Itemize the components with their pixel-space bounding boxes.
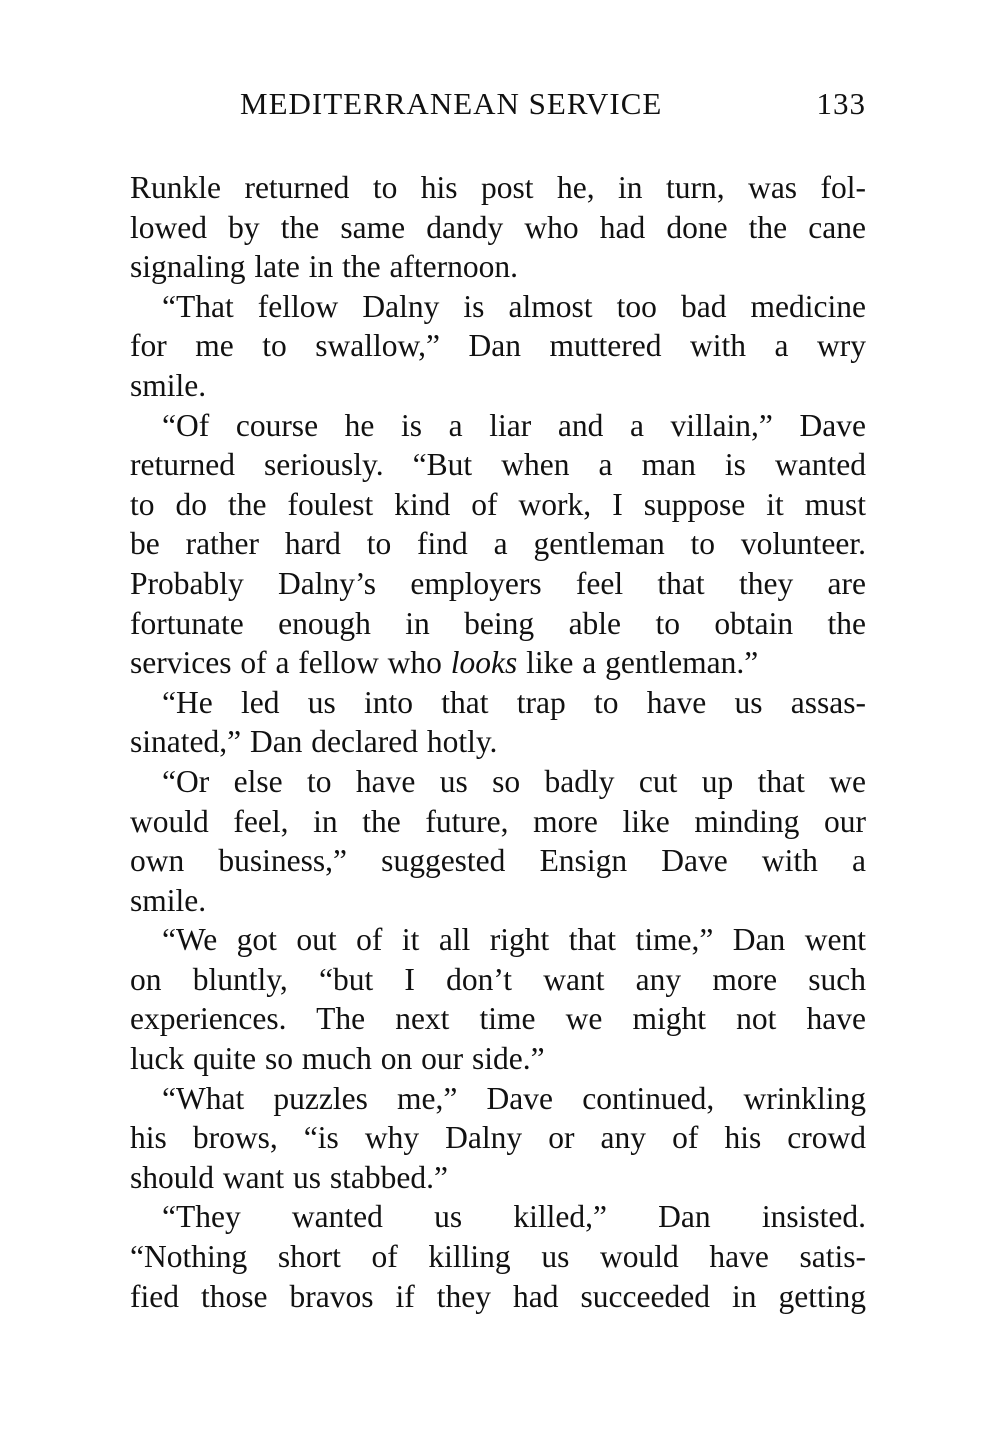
italic-word: looks [450, 645, 518, 681]
text-line: his brows, “is why Dalny or any of his crowd [130, 1120, 866, 1156]
text-line: experiences. The next time we might not have [130, 1001, 866, 1037]
text-line: luck quite so much on our side.” [130, 1041, 545, 1077]
text-line: lowed by the same dandy who had done the cane [130, 209, 866, 245]
text-line: Runkle returned to his post he, in turn, was fol- [130, 170, 866, 205]
text-line: be rather hard to find a gentleman to volunteer. [130, 526, 866, 562]
paragraph [130, 762, 866, 920]
text-line: “Or else to have us so badly cut up that we [162, 763, 866, 799]
text-line: “Nothing short of killing us would have satis- [130, 1239, 866, 1275]
paragraph [130, 406, 866, 683]
running-title: MEDITERRANEAN SERVICE [240, 86, 663, 121]
text-line: to do the foulest kind of work, I suppose it must [130, 486, 866, 522]
text-line: fied those bravos if they had succeeded in getting [130, 1278, 866, 1314]
text-line: “That fellow Dalny is almost too bad medicine [162, 288, 866, 324]
text-fragment: like a gentleman.” [517, 645, 759, 681]
text-fragment: services of a fellow who [130, 645, 451, 681]
paragraph [130, 1079, 866, 1198]
paragraph [130, 1197, 866, 1316]
page-number: 133 [816, 86, 866, 121]
text-line: smile. [130, 367, 207, 403]
text-line: sinated,” Dan declared hotly. [130, 724, 498, 760]
text-line: “What puzzles me,” Dave continued, wrinkling [162, 1080, 866, 1116]
text-line: returned seriously. “But when a man is wanted [130, 447, 866, 483]
text-line: Probably Dalny’s employers feel that they are [130, 565, 866, 601]
text-line: “Of course he is a liar and a villain,” Dave [162, 407, 866, 443]
text-line: smile. [130, 882, 207, 918]
text-line: should want us stabbed.” [130, 1159, 448, 1195]
running-head [130, 80, 866, 128]
text-line: fortunate enough in being able to obtain the [130, 605, 866, 641]
paragraph [130, 287, 866, 406]
paragraph [130, 920, 866, 1078]
body-text [130, 168, 866, 1316]
text-line: “We got out of it all right that time,” Dan went [162, 922, 866, 958]
text-line-with-italic [130, 643, 866, 683]
text-line: own business,” suggested Ensign Dave with a [130, 843, 866, 879]
text-line: would feel, in the future, more like minding our [130, 803, 866, 839]
text-line: signaling late in the afternoon. [130, 249, 519, 285]
paragraph [130, 683, 866, 762]
text-line: “They wanted us killed,” Dan insisted. [162, 1199, 866, 1235]
book-page [130, 80, 866, 1316]
text-line: “He led us into that trap to have us assas- [162, 684, 866, 720]
text-line: for me to swallow,” Dan muttered with a wry [130, 328, 866, 364]
text-line: on bluntly, “but I don’t want any more such [130, 961, 866, 997]
paragraph [130, 168, 866, 287]
